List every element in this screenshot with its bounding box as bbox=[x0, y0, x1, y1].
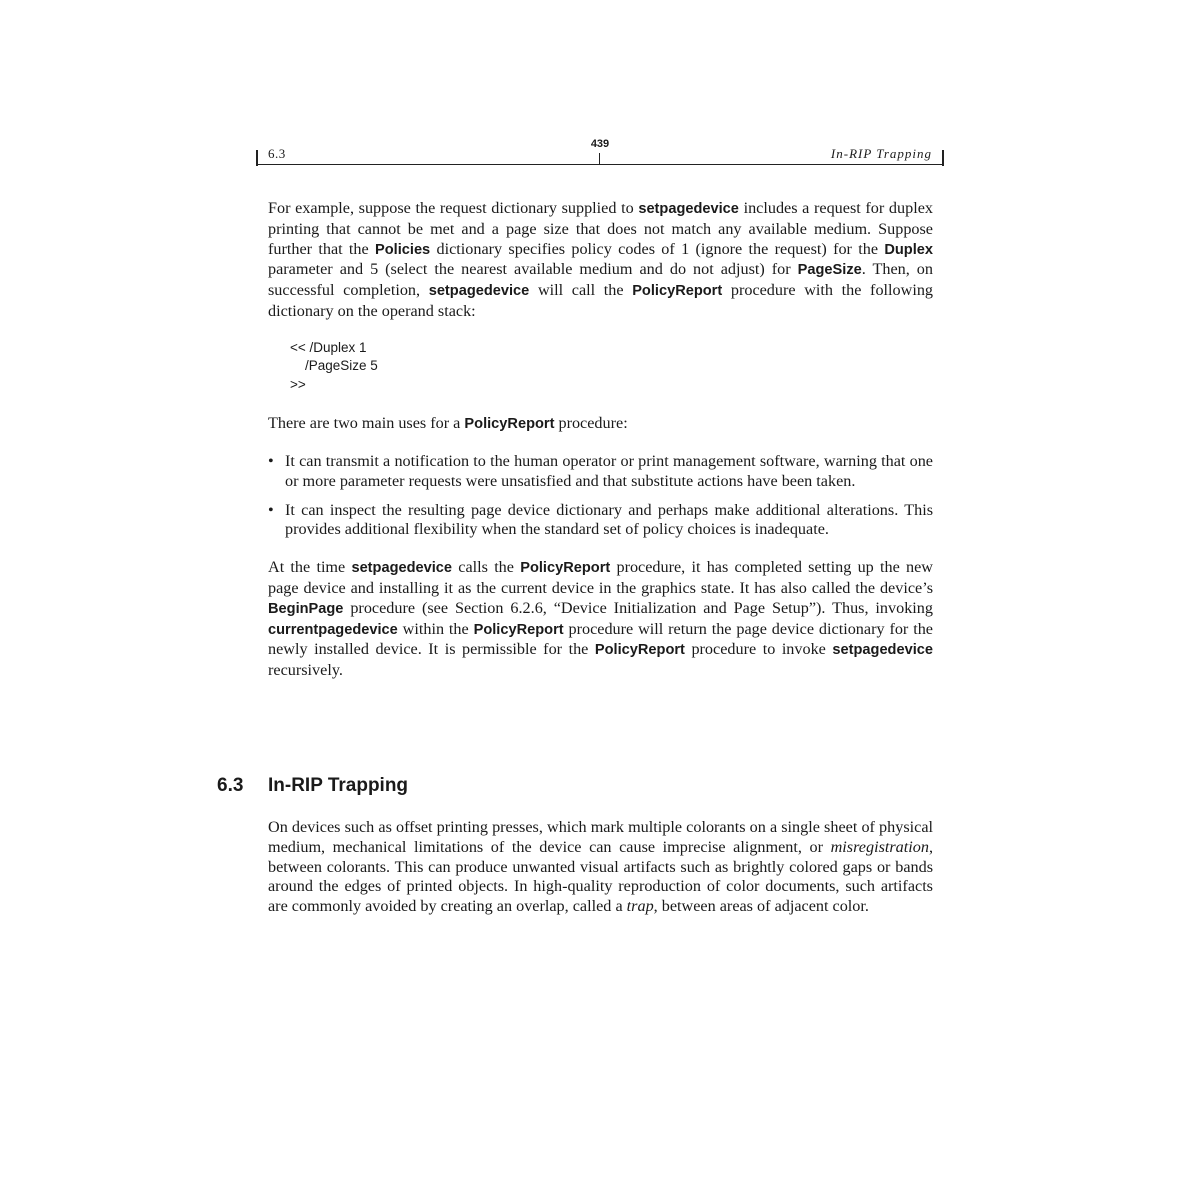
paragraph-uses-intro: There are two main uses for a PolicyReport procedure: bbox=[268, 414, 628, 433]
bullet-icon: • bbox=[268, 500, 274, 519]
code-line: /PageSize 5 bbox=[290, 358, 378, 374]
code-line: << /Duplex 1 bbox=[290, 339, 367, 355]
code-line: >> bbox=[290, 376, 306, 392]
key-name: Duplex bbox=[884, 241, 933, 258]
operator-name: currentpagedevice bbox=[268, 621, 398, 638]
header-rule bbox=[256, 164, 944, 165]
list-item: • It can inspect the resulting page device dictionary and perhaps make additional alterations. This provides additional flexibility when the standard set of policy choices is inadequate. bbox=[268, 500, 933, 539]
page-number: 439 bbox=[590, 138, 610, 150]
section-body-text bbox=[268, 818, 933, 934]
body-text bbox=[268, 199, 933, 698]
list-item: • It can transmit a notification to the human operator or print management software, warning that one or more parameter requests were unsatisfied and that substitute actions have been taken. bbox=[268, 452, 933, 490]
paragraph-trapping-intro: On devices such as offset printing presses, which mark multiple colorants on a single sheet of physical medium, mechanical limitations of the device can cause imprecise alignment, or misregistration, between colorants. This can produce unwanted visual artifacts such as brightly colored gaps or bands around the edges of printed objects. In high-quality reproduction of color documents, such artifacts are commonly avoided by creating an overlap, called a trap, between areas of adjacent color. bbox=[268, 818, 933, 916]
operator-name: setpagedevice bbox=[638, 201, 739, 217]
header-running-title: In-RIP Trapping bbox=[830, 146, 932, 161]
key-name: PageSize bbox=[797, 262, 862, 279]
bullet-list bbox=[268, 452, 933, 540]
paragraph-policyreport-state: At the time setpagedevice calls the PolicyReport procedure, it has completed setting up the new page device and installing it as the current device in the graphics state. It has also called the device’s BeginPage procedure (see Section 6.2.6, “Device Initialization and Page Setup”). Thus, invoking currentpagedevice within the PolicyReport procedure will return the page device dictionary for the newly installed device. It is permissible for the PolicyReport procedure to invoke setpagedevice recursively. bbox=[268, 558, 933, 680]
section-heading bbox=[217, 775, 408, 797]
key-name: PolicyReport bbox=[594, 642, 685, 659]
section-number: 6.3 bbox=[217, 775, 244, 796]
key-name: PolicyReport bbox=[520, 560, 611, 577]
key-name: PolicyReport bbox=[473, 621, 564, 638]
emphasized-term: misregistration bbox=[830, 837, 929, 856]
section-title: In-RIP Trapping bbox=[268, 775, 409, 796]
key-name: PolicyReport bbox=[632, 283, 723, 300]
emphasized-term: trap bbox=[626, 897, 654, 916]
operator-name: setpagedevice bbox=[351, 560, 453, 577]
key-name: BeginPage bbox=[268, 600, 344, 617]
key-name: PolicyReport bbox=[464, 416, 555, 433]
key-name: Policies bbox=[375, 241, 431, 258]
header-section-number: 6.3 bbox=[268, 146, 286, 161]
operator-name: setpagedevice bbox=[832, 642, 933, 659]
code-example bbox=[290, 339, 933, 395]
paragraph-example: For example, suppose the request dictionary supplied to setpagedevice includes a request for duplex printing that cannot be met and a page size that does not match any available medium. Suppose further that the Policies dictionary specifies policy codes of 1 (ignore the request) for the Duplex parameter and 5 (select the nearest available medium and do not adjust) for PageSize. Then, on successful completion, setpagedevice will call the PolicyReport procedure with the following dictionary on the operand stack: bbox=[268, 199, 934, 320]
bullet-icon: • bbox=[268, 452, 274, 471]
operator-name: setpagedevice bbox=[428, 283, 530, 300]
